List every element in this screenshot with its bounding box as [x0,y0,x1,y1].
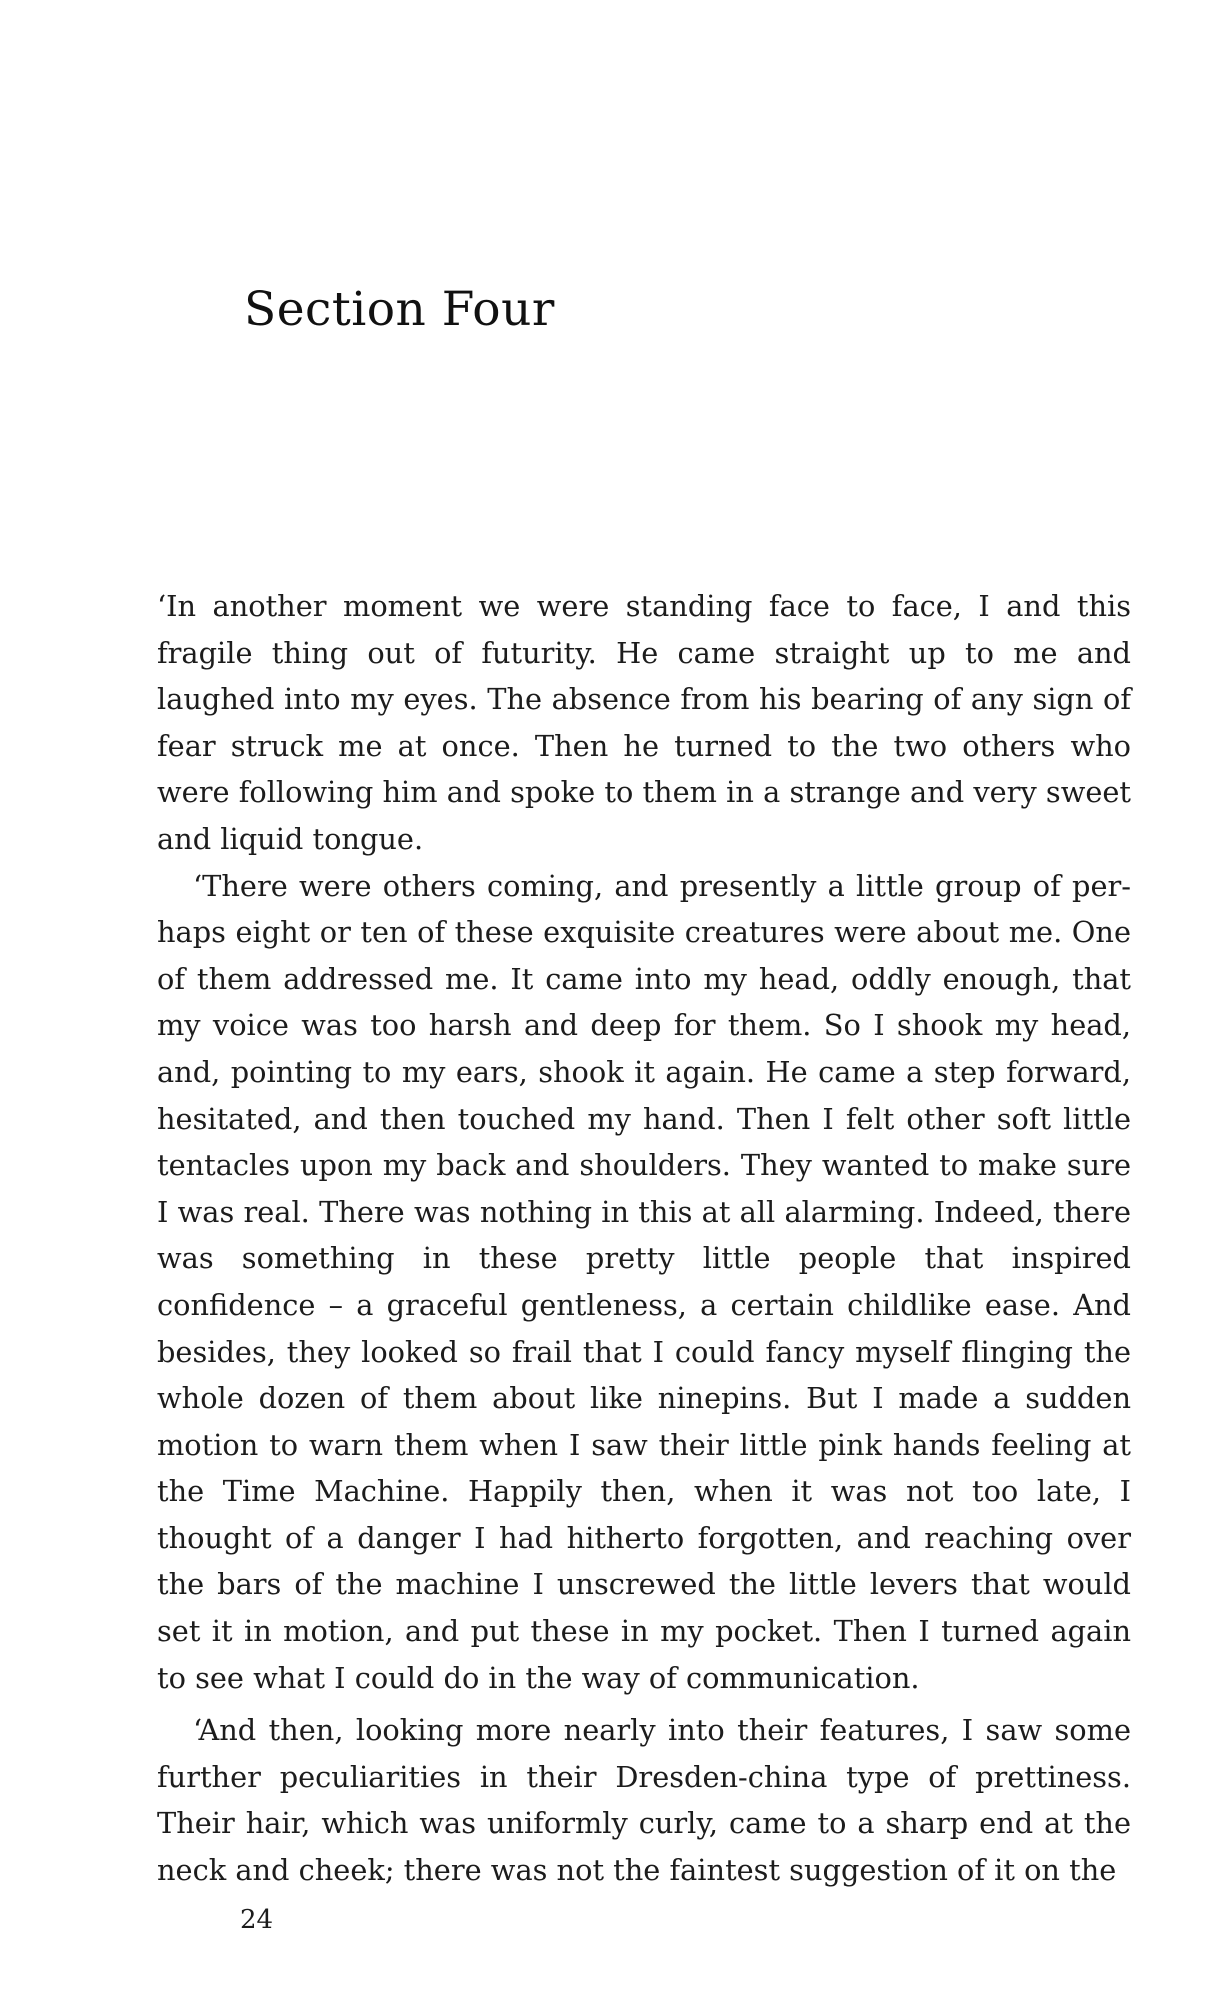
body-text [157,583,1131,1894]
page-number: 24 [240,1905,274,1935]
paragraph-1: ‘In another moment we were standing face to face, I and this fragile thing out of futurity. He came straight up to me and laughed into my eyes. The absence from his bearing of any sign of fear struck me at once. Then he turned to the two others who were following him and spoke to them in a strange and very sweet and liquid tongue. [157,589,1131,856]
paragraph-3: ‘And then, looking more nearly into their features, I saw some further peculiarities in their Dresden-china type of prettiness. Their hair, which was uniformly curly, came to a sharp end at the neck and cheek; there was not the faintest suggestion of it on the [157,1713,1131,1888]
section-title: Section Four [244,282,555,337]
paragraph-2: ‘There were others coming, and presently a little group of perhaps eight or ten of these exquisite creatures were about me. One of them addressed me. It came into my head, oddly enough, that my voice was too harsh and deep for them. So I shook my head, and, pointing to my ears, shook it again. He came a step forward, hesitated, and then touched my hand. Then I felt other soft little tentacles upon my back and shoulders. They wanted to make sure I was real. There was nothing in this at all alarming. Indeed, there was something in these pretty little people that inspired confidence – a graceful gentleness, a certain childlike ease. And besides, they looked so frail that I could fancy myself flinging the whole dozen of them about like ninepins. But I made a sudden motion to warn them when I saw their little pink hands feeling at the Time Machine. Happily then, when it was not too late, I thought of a danger I had hitherto forgotten, and reaching over the bars of the machine I unscrewed the little levers that would set it in motion, and put these in my pocket. Then I turned again to see what I could do in the way of communication. [157,868,1131,1695]
